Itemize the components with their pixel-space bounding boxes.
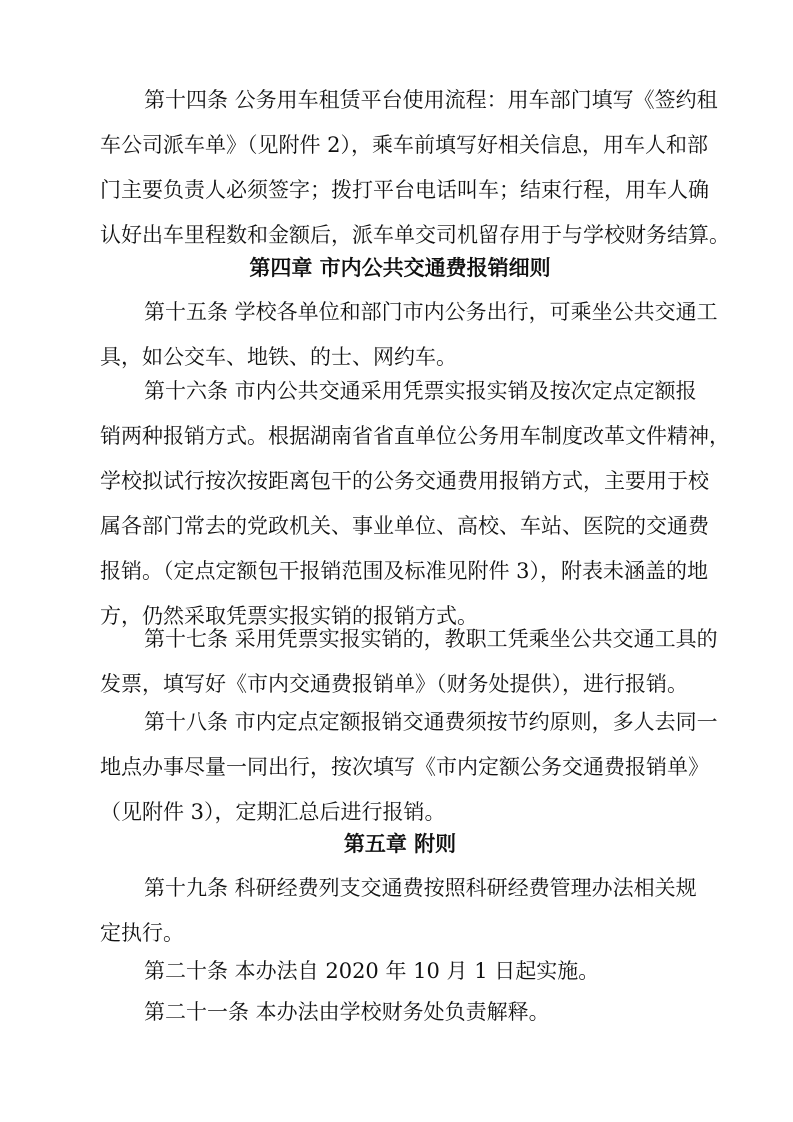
article-16-line: 属各部门常去的党政机关、事业单位、高校、车站、医院的交通费 <box>100 514 709 538</box>
article-18-line: （见附件 3），定期汇总后进行报销。 <box>100 800 446 824</box>
article-17 <box>100 617 718 707</box>
article-21-line: 第二十一条 本办法由学校财务处负责解释。 <box>144 1000 550 1024</box>
article-15-line: 第十五条 学校各单位和部门市内公务出行，可乘坐公共交通工 <box>144 300 718 324</box>
article-16-line: 学校拟试行按次按距离包干的公务交通费用报销方式，主要用于校 <box>100 469 709 493</box>
article-14-line: 车公司派车单》（见附件 2），乘车前填写好相关信息，用车人和部 <box>100 133 709 157</box>
article-19-line: 定执行。 <box>100 921 184 945</box>
article-17-line: 第十七条 采用凭票实报实销的，教职工凭乘坐公共交通工具的 <box>144 627 718 651</box>
article-14-line: 第十四条 公务用车租赁平台使用流程：用车部门填写《签约租 <box>144 88 718 112</box>
article-16-line: 第十六条 市内公共交通采用凭票实报实销及按次定点定额报 <box>144 379 697 403</box>
article-16-line: 报销。（定点定额包干报销范围及标准见附件 3），附表未涵盖的地 <box>100 559 709 583</box>
article-19 <box>100 866 700 956</box>
article-20 <box>100 949 700 994</box>
chapter-4-title: 第四章 市内公共交通费报销细则 <box>249 256 551 280</box>
article-20-line: 第二十条 本办法自 2020 年 10 月 1 日起实施。 <box>144 959 600 983</box>
article-16-line: 方，仍然采取凭票实报实销的报销方式。 <box>100 604 478 628</box>
chapter-5-title: 第五章 附则 <box>343 832 457 856</box>
article-18-line: 第十八条 市内定点定额报销交通费须按节约原则，多人去同一 <box>144 710 718 734</box>
article-19-line: 第十九条 科研经费列支交通费按照科研经费管理办法相关规 <box>144 876 697 900</box>
article-15 <box>100 290 718 380</box>
article-17-line: 发票，填写好《市内交通费报销单》（财务处提供），进行报销。 <box>100 672 688 696</box>
article-18 <box>100 700 718 835</box>
article-21 <box>100 990 700 1035</box>
article-14-line: 认好出车里程数和金额后，派车单交司机留存用于与学校财务结算。 <box>100 223 730 247</box>
article-14-line: 门主要负责人必须签字；拨打平台电话叫车；结束行程，用车人确 <box>100 178 709 202</box>
article-14 <box>100 78 730 258</box>
article-15-line: 具，如公交车、地铁、的士、网约车。 <box>100 345 457 369</box>
article-16-line: 销两种报销方式。根据湖南省省直单位公务用车制度改革文件精神， <box>100 424 730 448</box>
article-18-line: 地点办事尽量一同出行，按次填写《市内定额公务交通费报销单》 <box>100 755 709 779</box>
